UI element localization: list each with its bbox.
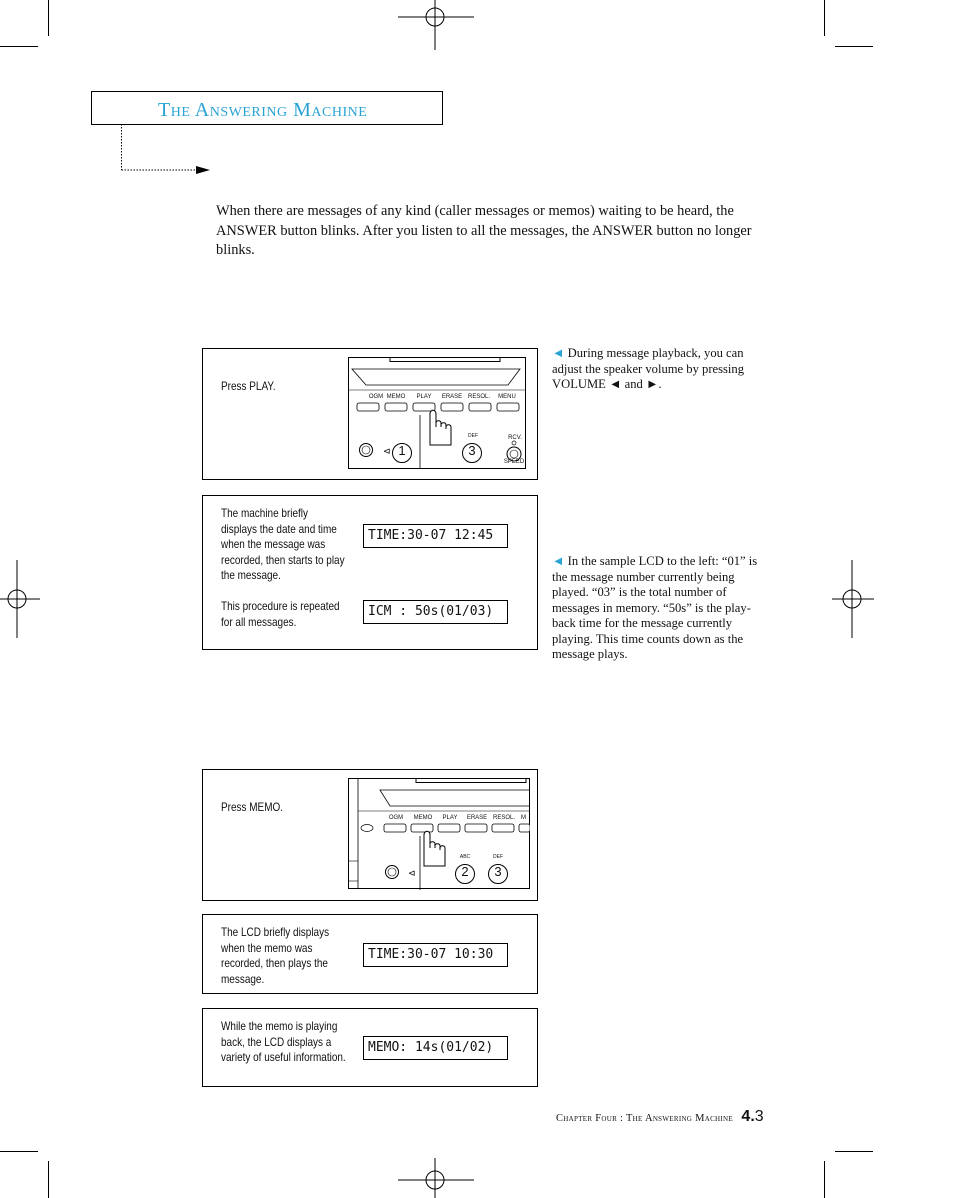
registration-mark-top	[398, 0, 474, 50]
ringer-icon: ⊲	[408, 868, 416, 878]
dotted-pointer-arrow-icon	[118, 124, 213, 176]
registration-mark-right	[832, 560, 874, 638]
crop-mark	[824, 1161, 825, 1198]
erase-button-label: ERASE	[466, 815, 488, 821]
resol-button-label: RESOL.	[467, 394, 490, 400]
play-button-label: PLAY	[442, 815, 458, 821]
header-title-box	[91, 91, 443, 125]
page-number-minor: 3	[754, 1108, 764, 1125]
page-number-major: 4.	[741, 1108, 755, 1125]
speed-label: SPEED	[503, 459, 525, 465]
key-1-label: 1	[398, 443, 406, 458]
crop-mark	[835, 1151, 873, 1152]
resol-button-label: RESOL.	[492, 815, 515, 821]
key-2-label: 2	[461, 864, 469, 879]
crop-mark	[0, 46, 38, 47]
lcd-time-display: TIME:30-07 12:45	[363, 524, 508, 548]
intro-paragraph: When there are messages of any kind (caller messages or memos) waiting to be heard, the ANSWER button blinks. After you listen to all the messages, the ANSWER button no longer blinks.	[216, 203, 752, 258]
volume-note: ◄ During message playback, you can adjust the speaker volume by pressing VOLUME ◄ and ►.	[552, 346, 745, 391]
press-memo-instruction: Press MEMO.	[221, 801, 284, 814]
page-title: The Answering Machine	[158, 99, 368, 121]
crop-mark	[0, 1151, 38, 1152]
crop-mark	[835, 46, 873, 47]
key-3-letters: DEF	[493, 854, 503, 860]
play-button-label: PLAY	[416, 394, 432, 400]
ogm-button-label: OGM	[388, 815, 404, 821]
key-2-letters: ABC	[459, 854, 471, 860]
lcd-icm-display: ICM : 50s(01/03)	[363, 600, 508, 624]
phone-keypad-play-illustration	[348, 357, 528, 471]
press-play-instruction: Press PLAY.	[221, 380, 276, 393]
crop-mark	[48, 1161, 49, 1198]
step-playback-panel	[202, 495, 538, 650]
page-footer	[556, 1108, 764, 1126]
crop-mark	[48, 0, 49, 36]
registration-mark-bottom	[398, 1158, 474, 1198]
step-press-play-panel	[202, 348, 538, 480]
crop-mark	[824, 0, 825, 36]
playback-description: The machine briefly displays the date and time when the message was recorded, then starts to play the message.	[221, 507, 345, 583]
lcd-memo-count-display: MEMO: 14s(01/02)	[363, 1036, 508, 1060]
erase-button-label: ERASE	[441, 394, 463, 400]
lcd-sample-note: ◄ In the sample LCD to the left: “01” is the message number currently being played. “03” is the total number of messages in memory. “50s” is the play-back time for the message currently playing. This time counts down as the message plays.	[552, 554, 758, 661]
memo-playing-description: While the memo is playing back, the LCD displays a variety of useful information.	[221, 1020, 346, 1065]
step-memo-time-panel	[202, 914, 538, 994]
key-3-letters: DEF	[468, 433, 478, 439]
lcd-memo-time-display: TIME:30-07 10:30	[363, 943, 508, 967]
menu-button-label: M	[521, 815, 526, 821]
memo-time-description: The LCD briefly displays when the memo was recorded, then plays the message.	[221, 926, 330, 986]
chapter-label: Chapter Four : The Answering Machine	[556, 1113, 733, 1124]
step-memo-playing-panel	[202, 1008, 538, 1087]
key-3-label: 3	[468, 443, 476, 458]
ogm-button-label: OGM	[368, 394, 384, 400]
key-3-label: 3	[494, 864, 502, 879]
ringer-icon: ⊲	[383, 446, 391, 456]
menu-button-label: MENU	[498, 394, 516, 400]
blue-arrow-icon: ◄	[552, 554, 565, 568]
repeat-description: This procedure is repeated for all messages.	[221, 600, 340, 629]
memo-button-label: MEMO	[413, 815, 433, 821]
step-press-memo-panel	[202, 769, 538, 901]
rcv-label: RCV.	[508, 435, 522, 441]
blue-arrow-icon: ◄	[552, 346, 565, 360]
memo-button-label: MEMO	[386, 394, 406, 400]
registration-mark-left	[0, 560, 40, 638]
